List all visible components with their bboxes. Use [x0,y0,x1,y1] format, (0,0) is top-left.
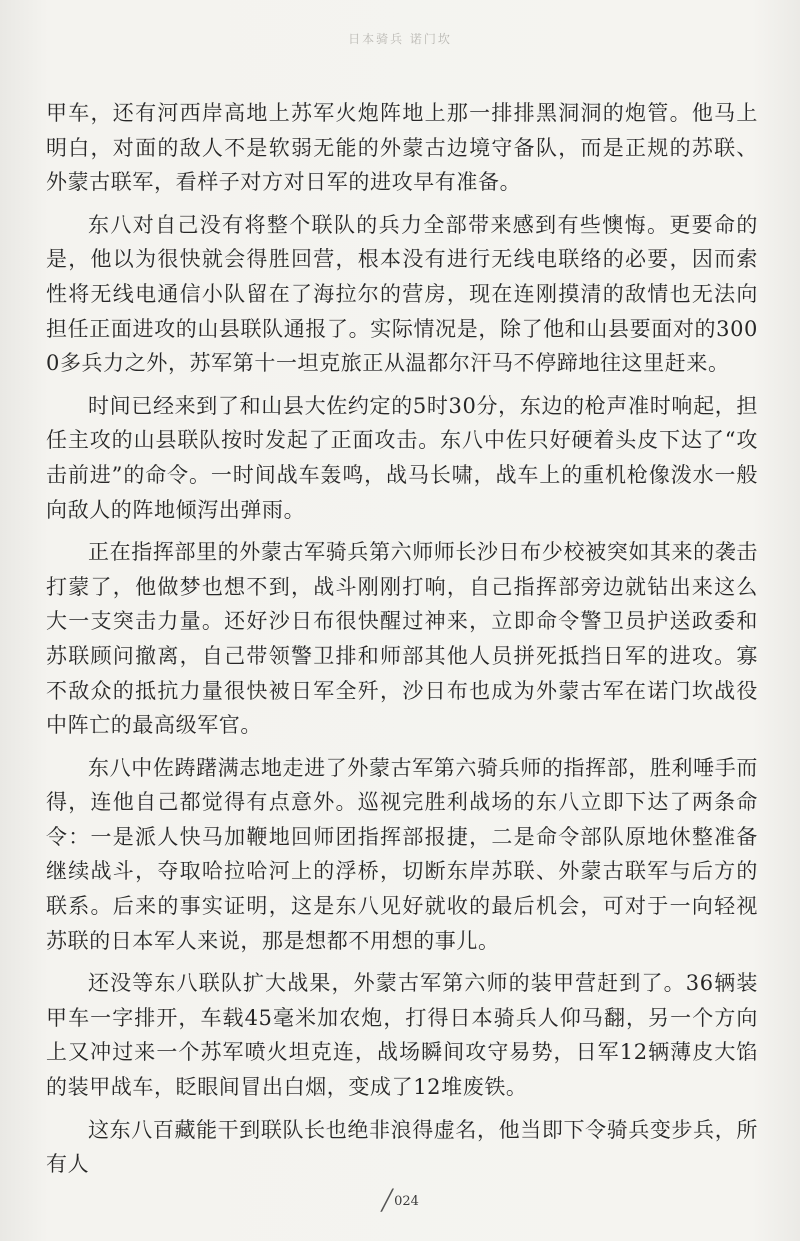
paragraph: 东八中佐踌躇满志地走进了外蒙古军第六骑兵师的指挥部，胜利唾手而得，连他自己都觉得有点意外。巡视完胜利战场的东八立即下达了两条命令：一是派人快马加鞭地回师团指挥部报捷，二是命令部队原地休整准备继续战斗，夺取哈拉哈河上的浮桥，切断东岸苏联、外蒙古联军与后方的联系。后来的事实证明，这是东八见好就收的最后机会，可对于一向轻视苏联的日本军人来说，那是想都不用想的事儿。 [46,755,758,953]
paragraph: 正在指挥部里的外蒙古军骑兵第六师师长沙日布少校被突如其来的袭击打蒙了，他做梦也想不到，战斗刚刚打响，自己指挥部旁边就钻出来这么大一支突击力量。还好沙日布很快醒过神来，立即命令警卫员护送政委和苏联顾问撤离，自己带领警卫排和师部其他人员拼死抵挡日军的进攻。寡不敌众的抵抗力量很快被日军全歼，沙日布也成为外蒙古军在诺门坎战役中阵亡的最高级军官。 [46,540,758,738]
page-number-text: 024 [394,1194,419,1209]
paragraph: 还没等东八联队扩大战果，外蒙古军第六师的装甲营赶到了。36辆装甲车一字排开，车载45毫米加农炮，打得日本骑兵人仰马翻，另一个方向上又冲过来一个苏军喷火坦克连，战场瞬间攻守易势，日军12辆薄皮大馅的装甲战车，眨眼间冒出白烟，变成了12堆废铁。 [46,971,758,1100]
folio-slash-icon: ╱ [381,1188,394,1212]
paragraph: 这东八百藏能干到联队长也绝非浪得虚名，他当即下令骑兵变步兵，所有人 [46,1117,758,1177]
body-text [46,96,758,1190]
paragraph: 东八对自己没有将整个联队的兵力全部带来感到有些懊悔。更要命的是，他以为很快就会得胜回营，根本没有进行无线电联络的必要，因而索性将无线电通信小队留在了海拉尔的营房，现在连刚摸清的敌情也无法向担任正面进攻的山县联队通报了。实际情况是，除了他和山县要面对的3000多兵力之外，苏军第十一坦克旅正从温都尔汗马不停蹄地往这里赶来。 [46,212,758,376]
paragraph: 时间已经来到了和山县大佐约定的5时30分，东边的枪声准时响起，担任主攻的山县联队按时发起了正面攻击。东八中佐只好硬着头皮下达了“攻击前进”的命令。一时间战车轰鸣，战马长啸，战车上的重机枪像泼水一般向敌人的阵地倾泻出弹雨。 [46,393,758,522]
paragraph: 甲车，还有河西岸高地上苏军火炮阵地上那一排排黑洞洞的炮管。他马上明白，对面的敌人不是软弱无能的外蒙古边境守备队，而是正规的苏联、外蒙古联军，看样子对方对日军的进攻早有准备。 [46,101,758,195]
running-head: 日本骑兵 诺门坎 [348,32,452,46]
page-number [0,1186,800,1210]
